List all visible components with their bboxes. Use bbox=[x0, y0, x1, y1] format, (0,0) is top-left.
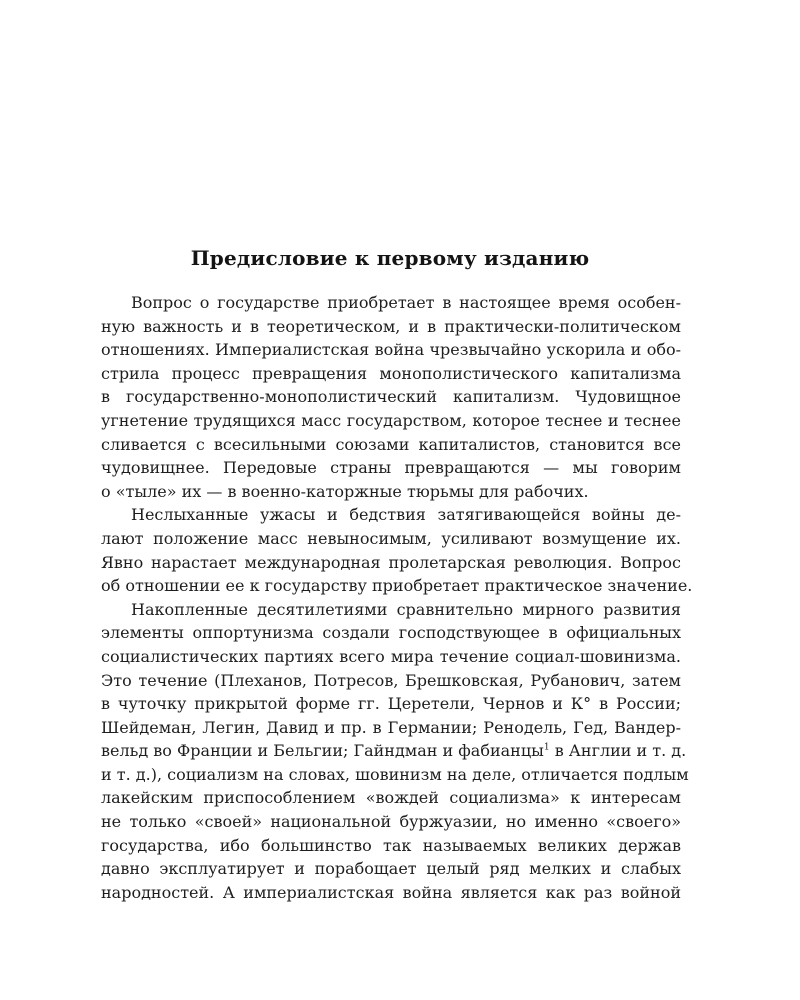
text-line: лают положение масс невыносимым, усиливают возмущение их. bbox=[101, 528, 681, 548]
text-line: давно эксплуатирует и порабощает целый ряд мелких и слабых bbox=[101, 859, 681, 879]
text-line: ную важность и в теоретическом, и в практически-политическом bbox=[101, 316, 681, 336]
text-line: не только «своей» национальной буржуазии, но именно «своего» bbox=[101, 812, 681, 832]
text-line: о «тыле» их — в военно-каторжные тюрьмы для рабочих. bbox=[101, 481, 589, 501]
text-segment: в Англии и т. д. bbox=[549, 741, 687, 761]
text-line: народностей. А империалистская война является как раз войной bbox=[101, 882, 681, 902]
text-segment: вельд во Франции и Бельгии; Гайндман и фабианцы bbox=[101, 741, 544, 761]
text-line: об отношении ее к государству приобретает практическое значение. bbox=[101, 576, 693, 596]
text-line: сливается с всесильными союзами капиталистов, становится все bbox=[101, 434, 681, 454]
text-line: государства, ибо большинство так называемых великих держав bbox=[101, 835, 681, 855]
text-line: в чуточку прикрытой форме гг. Церетели, Чернов и К° в России; bbox=[101, 694, 681, 714]
text-line: лакейским приспособлением «вождей социализма» к интересам bbox=[101, 788, 681, 808]
text-line: угнетение трудящихся масс государством, которое теснее и теснее bbox=[101, 410, 681, 430]
text-line: в государственно-монополистический капитализм. Чудовищное bbox=[101, 387, 681, 407]
text-line: и т. д.), социализм на словах, шовинизм на деле, отличается подлым bbox=[101, 764, 689, 784]
text-line: Шейдеман, Легин, Давид и пр. в Германии; Ренодель, Гед, Вандер- bbox=[101, 717, 681, 737]
text-line: социалистических партиях всего мира течение социал-шовинизма. bbox=[101, 646, 681, 666]
body-text bbox=[101, 291, 693, 904]
text-line: чудовищнее. Передовые страны превращаются — мы говорим bbox=[101, 458, 681, 478]
chapter-title: Предисловие к первому изданию bbox=[190, 246, 590, 270]
text-line: Явно нарастает международная пролетарская революция. Вопрос bbox=[101, 552, 681, 572]
text-line: Вопрос о государстве приобретает в настоящее время особен- bbox=[131, 293, 681, 312]
text-line-with-footnote bbox=[101, 739, 687, 763]
text-line: Накопленные десятилетиями сравнительно мирного развития bbox=[131, 599, 681, 619]
text-line: стрила процесс превращения монополистического капитализма bbox=[101, 363, 681, 383]
text-line: отношениях. Империалистская война чрезвычайно ускорила и обо- bbox=[101, 340, 681, 360]
text-line: Это течение (Плеханов, Потресов, Брешковская, Рубанович, затем bbox=[101, 670, 681, 690]
text-line: элементы оппортунизма создали господствующее в официальных bbox=[101, 623, 681, 643]
text-line: Неслыханные ужасы и бедствия затягивающейся войны де- bbox=[131, 505, 681, 525]
footnote-marker: 1 bbox=[543, 742, 550, 753]
